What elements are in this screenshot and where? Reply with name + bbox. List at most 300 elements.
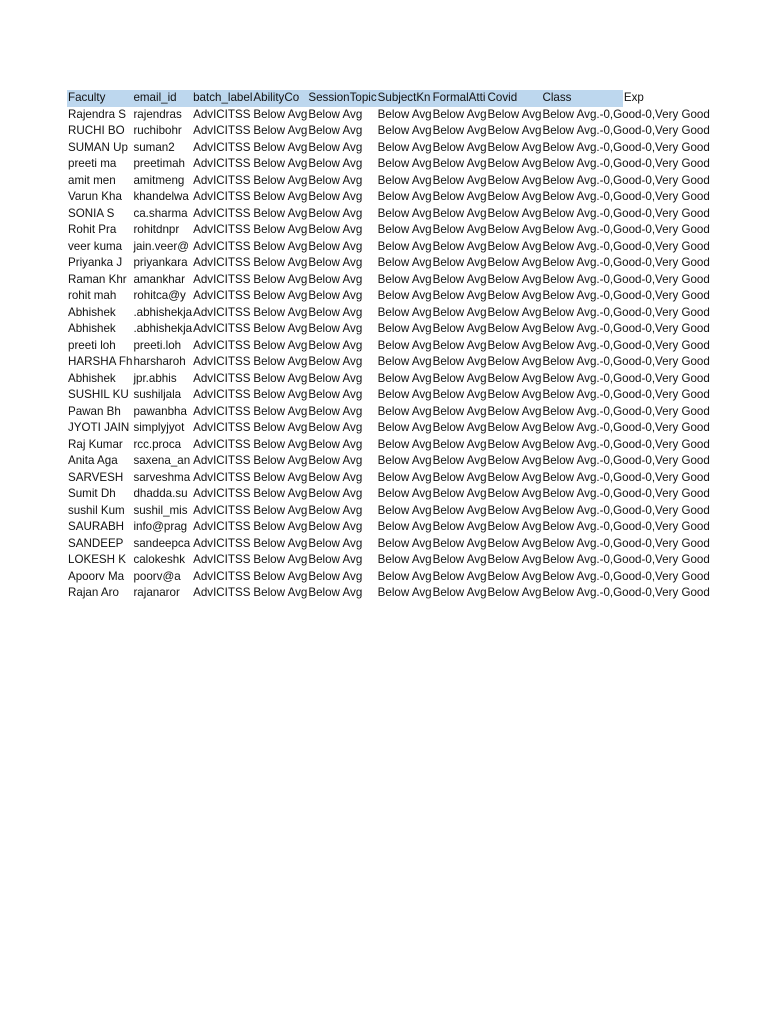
table-cell[interactable]: Below Avg [253, 107, 308, 121]
table-cell[interactable]: AdvICITSS [193, 437, 251, 451]
table-cell[interactable]: Priyanka J [68, 256, 123, 269]
table-cell[interactable]: Below Avg.-0,Good-0,Very Good [542, 371, 710, 385]
table-cell[interactable]: Below Avg.-0,Good-0,Very Good [542, 206, 710, 220]
table-cell[interactable]: AdvICITSS [193, 239, 251, 253]
table-cell[interactable]: Below Avg.-0,Good-0,Very Good [542, 553, 710, 566]
table-row [67, 140, 710, 157]
table-cell[interactable]: Abhishek [68, 322, 116, 335]
table-cell[interactable]: Rohit Pra [68, 223, 117, 236]
table-cell[interactable]: Below Avg [487, 338, 542, 352]
column-header[interactable]: SessionTopic [307, 90, 376, 107]
table-cell[interactable]: Below Avg [308, 388, 363, 401]
table-cell[interactable]: Below Avg [377, 470, 432, 484]
table-cell[interactable]: calokeshk [133, 553, 185, 566]
table-row [67, 272, 710, 289]
table-cell[interactable]: rohitdnpr [133, 223, 180, 236]
table-row [67, 503, 710, 520]
table-cell[interactable]: Anita Aga [68, 454, 118, 467]
table-cell[interactable]: Below Avg [432, 388, 487, 401]
table-row [67, 354, 710, 371]
table-row [67, 288, 710, 305]
table-cell[interactable]: AdvICITSS [193, 503, 251, 517]
table-cell[interactable]: Below Avg [487, 520, 542, 533]
table-cell[interactable]: Below Avg.-0,Good-0,Very Good [542, 586, 710, 599]
table-cell[interactable]: Below Avg [308, 553, 363, 566]
column-header[interactable]: batch_label [192, 90, 252, 107]
table-cell[interactable]: Below Avg [308, 206, 363, 220]
table-cell[interactable]: Below Avg.-0,Good-0,Very Good [542, 322, 710, 335]
table-cell[interactable]: Below Avg [308, 569, 363, 583]
table-cell[interactable]: Below Avg.-0,Good-0,Very Good [542, 272, 710, 286]
table-cell[interactable]: Below Avg [308, 140, 363, 154]
table-cell[interactable]: Below Avg [377, 305, 432, 319]
table-cell[interactable]: Below Avg [432, 355, 487, 368]
table-cell[interactable]: Below Avg [308, 487, 363, 500]
table-cell[interactable]: Below Avg [432, 124, 487, 137]
table-cell[interactable]: simplyjyot [133, 421, 185, 434]
table-cell[interactable]: Below Avg [253, 190, 308, 203]
table-cell[interactable]: AdvICITSS [193, 388, 251, 401]
table-cell[interactable]: Below Avg [432, 322, 487, 335]
table-row [67, 420, 710, 437]
table-cell[interactable]: AdvICITSS [193, 124, 251, 137]
table-cell[interactable]: Sumit Dh [68, 487, 116, 500]
table-cell[interactable]: AdvICITSS [193, 586, 251, 599]
table-row [67, 321, 710, 338]
table-cell[interactable]: SARVESH [68, 470, 124, 484]
table-cell[interactable]: Below Avg [432, 569, 487, 583]
table-cell[interactable]: Below Avg [432, 338, 487, 352]
table-cell[interactable]: veer kuma [68, 239, 123, 253]
table-cell[interactable]: Below Avg [377, 206, 432, 220]
table-cell[interactable]: rajanaror [133, 586, 180, 599]
table-cell[interactable]: Below Avg [253, 487, 308, 500]
table-cell[interactable]: Below Avg [487, 239, 542, 253]
table-cell[interactable]: AdvICITSS [193, 569, 251, 583]
table-cell[interactable]: preetimah [133, 157, 185, 170]
table-cell[interactable]: Below Avg [253, 553, 308, 566]
table-cell[interactable]: Below Avg [432, 421, 487, 434]
table-cell[interactable]: Below Avg [377, 437, 432, 451]
table-cell[interactable]: SUSHIL KU [68, 388, 129, 401]
table-cell[interactable]: Apoorv Ma [68, 569, 125, 583]
table-cell[interactable]: Below Avg [432, 553, 487, 566]
table-cell[interactable]: info@prag [133, 520, 188, 533]
table-cell[interactable]: sandeepca [133, 536, 191, 550]
table-cell[interactable]: Below Avg [253, 157, 308, 170]
table-cell[interactable]: Below Avg [487, 388, 542, 401]
table-cell[interactable]: Below Avg [308, 223, 363, 236]
table-cell[interactable]: Below Avg [377, 371, 432, 385]
table-row [67, 189, 710, 206]
table-cell[interactable]: Below Avg [377, 355, 432, 368]
table-cell[interactable]: Below Avg.-0,Good-0,Very Good [542, 157, 710, 170]
table-cell[interactable]: AdvICITSS [193, 272, 251, 286]
table-cell[interactable]: Below Avg [377, 239, 432, 253]
table-cell[interactable]: Below Avg [377, 586, 432, 599]
table-cell[interactable]: Below Avg.-0,Good-0,Very Good [542, 487, 710, 500]
table-cell[interactable]: Below Avg [487, 157, 542, 170]
table-cell[interactable]: Below Avg [487, 272, 542, 286]
table-cell[interactable]: Below Avg [487, 553, 542, 566]
column-header[interactable]: SubjectKn [377, 90, 432, 107]
table-cell[interactable]: Below Avg.-0,Good-0,Very Good [542, 536, 710, 550]
table-cell[interactable]: AdvICITSS [193, 157, 251, 170]
table-cell[interactable]: Below Avg [487, 289, 542, 302]
table-cell[interactable]: AdvICITSS [193, 404, 251, 418]
table-cell[interactable]: RUCHI BO [68, 124, 125, 137]
table-cell[interactable]: amankhar [133, 272, 185, 286]
table-cell[interactable]: Below Avg [377, 190, 432, 203]
table-cell[interactable]: Below Avg.-0,Good-0,Very Good [542, 305, 710, 319]
table-cell[interactable]: AdvICITSS [193, 454, 251, 467]
table-cell[interactable]: AdvICITSS [193, 536, 251, 550]
table-cell[interactable]: Below Avg [253, 586, 308, 599]
table-cell[interactable]: amitmeng [133, 173, 185, 187]
table-cell[interactable]: AdvICITSS [193, 355, 251, 368]
table-cell[interactable]: AdvICITSS [193, 173, 251, 187]
table-cell[interactable]: Below Avg [432, 487, 487, 500]
table-cell[interactable]: SONIA S [68, 206, 115, 220]
table-cell[interactable]: Below Avg.-0,Good-0,Very Good [542, 520, 710, 533]
table-cell[interactable]: Below Avg [487, 437, 542, 451]
table-cell[interactable]: Below Avg [253, 223, 308, 236]
table-cell[interactable]: Below Avg [487, 404, 542, 418]
table-cell[interactable]: SANDEEP [68, 536, 124, 550]
table-cell[interactable]: Below Avg [253, 338, 308, 352]
column-header[interactable]: Faculty [67, 90, 132, 107]
table-cell[interactable]: Raman Khr [68, 272, 127, 286]
table-row [67, 107, 710, 124]
table-cell[interactable]: Below Avg [377, 569, 432, 583]
table-row [67, 486, 710, 503]
table-cell[interactable]: Below Avg [432, 173, 487, 187]
table-cell[interactable]: Below Avg [308, 157, 363, 170]
table-cell[interactable]: Below Avg [487, 503, 542, 517]
table-cell[interactable]: AdvICITSS [193, 256, 251, 269]
table-cell[interactable]: Below Avg [377, 289, 432, 302]
table-cell[interactable]: Below Avg [308, 173, 363, 187]
table-cell[interactable]: Below Avg [253, 206, 308, 220]
table-cell[interactable]: AdvICITSS [193, 107, 251, 121]
table-cell[interactable]: Below Avg [308, 239, 363, 253]
table-cell[interactable]: Below Avg [308, 470, 363, 484]
table-cell[interactable]: Below Avg [487, 487, 542, 500]
table-cell[interactable]: Below Avg [432, 470, 487, 484]
table-cell[interactable]: Below Avg [253, 256, 308, 269]
table-cell[interactable]: Abhishek [68, 371, 116, 385]
table-cell[interactable]: Below Avg [253, 437, 308, 451]
table-cell[interactable]: Below Avg [487, 454, 542, 467]
table-cell[interactable]: ca.sharma [133, 206, 188, 220]
table-cell[interactable]: Below Avg [432, 371, 487, 385]
table-cell[interactable]: Below Avg [308, 272, 363, 286]
table-cell[interactable]: Below Avg [308, 305, 363, 319]
table-cell[interactable]: AdvICITSS [193, 223, 251, 236]
table-cell[interactable]: Below Avg [377, 140, 432, 154]
table-cell[interactable]: Below Avg [487, 421, 542, 434]
table-cell[interactable]: Below Avg [377, 520, 432, 533]
table-cell[interactable]: Below Avg [253, 520, 308, 533]
table-cell[interactable]: AdvICITSS [193, 206, 251, 220]
table-row [67, 437, 710, 454]
table-cell[interactable]: Below Avg [432, 503, 487, 517]
table-cell[interactable]: Below Avg [308, 355, 363, 368]
table-cell[interactable]: Below Avg [432, 520, 487, 533]
table-cell[interactable]: sushil_mis [133, 503, 188, 517]
table-cell[interactable]: Below Avg [377, 338, 432, 352]
table-cell[interactable]: Below Avg.-0,Good-0,Very Good [542, 256, 710, 269]
table-cell[interactable]: Below Avg [432, 157, 487, 170]
table-cell[interactable]: rcc.proca [133, 437, 182, 451]
table-cell[interactable]: Below Avg [432, 272, 487, 286]
table-cell[interactable]: jpr.abhis [133, 371, 177, 385]
table-cell[interactable]: Below Avg [377, 487, 432, 500]
table-cell[interactable]: sarveshma [133, 470, 191, 484]
table-cell[interactable]: Below Avg [253, 173, 308, 187]
table-cell[interactable]: Below Avg [377, 421, 432, 434]
table-cell[interactable]: Below Avg.-0,Good-0,Very Good [542, 437, 710, 451]
table-cell[interactable]: poorv@a [133, 569, 181, 583]
table-cell[interactable]: Below Avg [308, 536, 363, 550]
table-cell[interactable]: Below Avg [432, 140, 487, 154]
table-cell[interactable]: Below Avg [253, 124, 308, 137]
table-cell[interactable]: Below Avg [487, 355, 542, 368]
table-cell[interactable]: HARSHA Fh [68, 355, 133, 368]
table-cell[interactable]: rohitca@y [133, 289, 186, 302]
table-cell[interactable]: Rajendra S [68, 107, 127, 121]
table-cell[interactable]: priyankara [133, 256, 188, 269]
table-cell[interactable]: Below Avg [377, 272, 432, 286]
table-cell[interactable]: AdvICITSS [193, 470, 251, 484]
table-cell[interactable]: Below Avg [253, 388, 308, 401]
table-cell[interactable]: Below Avg.-0,Good-0,Very Good [542, 503, 710, 517]
table-cell[interactable]: suman2 [133, 140, 175, 154]
table-row [67, 255, 710, 272]
table-cell[interactable]: Below Avg.-0,Good-0,Very Good [542, 404, 710, 418]
table-cell[interactable]: Below Avg [432, 536, 487, 550]
table-cell[interactable]: Below Avg [253, 140, 308, 154]
table-cell[interactable]: Below Avg [253, 454, 308, 467]
table-cell[interactable]: harsharoh [133, 355, 186, 368]
table-cell[interactable]: AdvICITSS [193, 487, 251, 500]
table-cell[interactable]: Below Avg.-0,Good-0,Very Good [542, 470, 710, 484]
column-header[interactable]: Class [541, 90, 622, 107]
table-cell[interactable]: Below Avg [308, 289, 363, 302]
table-cell[interactable]: Below Avg.-0,Good-0,Very Good [542, 107, 710, 121]
table-cell[interactable]: Below Avg [377, 157, 432, 170]
table-row [67, 239, 710, 256]
table-cell[interactable]: sushil Kum [68, 503, 125, 517]
table-cell[interactable]: Below Avg [377, 404, 432, 418]
table-cell[interactable]: Below Avg [308, 190, 363, 203]
table-cell[interactable]: Below Avg [308, 421, 363, 434]
table-cell[interactable]: Below Avg [377, 223, 432, 236]
table-cell[interactable]: AdvICITSS [193, 421, 251, 434]
table-cell[interactable]: Below Avg [487, 190, 542, 203]
column-header[interactable]: Covid [487, 90, 542, 107]
table-cell[interactable]: Below Avg [432, 305, 487, 319]
table-cell[interactable]: Below Avg [308, 256, 363, 269]
table-cell[interactable]: Below Avg.-0,Good-0,Very Good [542, 454, 710, 467]
table-cell[interactable]: Below Avg [487, 569, 542, 583]
table-cell[interactable]: Below Avg.-0,Good-0,Very Good [542, 569, 710, 583]
table-cell[interactable]: Below Avg [308, 586, 363, 599]
table-row [67, 338, 710, 355]
table-cell[interactable]: Below Avg.-0,Good-0,Very Good [542, 289, 710, 302]
table-cell[interactable]: Below Avg [308, 322, 363, 335]
table-cell[interactable]: Below Avg [487, 470, 542, 484]
table-cell[interactable]: Below Avg [432, 454, 487, 467]
table-cell[interactable]: Below Avg [487, 371, 542, 385]
table-cell[interactable]: Below Avg.-0,Good-0,Very Good [542, 140, 710, 154]
table-cell[interactable]: Below Avg [308, 338, 363, 352]
table-cell[interactable]: Below Avg [308, 437, 363, 451]
table-cell[interactable]: rohit mah [68, 289, 117, 302]
table-cell[interactable]: AdvICITSS [193, 140, 251, 154]
table-cell[interactable]: Below Avg [432, 256, 487, 269]
table-cell[interactable]: AdvICITSS [193, 553, 251, 566]
table-cell[interactable]: khandelwa [133, 190, 189, 203]
table-cell[interactable]: Below Avg [487, 586, 542, 599]
table-cell[interactable]: Below Avg [377, 322, 432, 335]
table-cell[interactable]: Below Avg [253, 272, 308, 286]
table-cell[interactable]: SUMAN Up [68, 140, 128, 154]
table-cell[interactable]: AdvICITSS [193, 322, 251, 335]
table-cell[interactable]: AdvICITSS [193, 190, 251, 203]
table-cell[interactable]: Below Avg [377, 124, 432, 137]
column-header[interactable]: email_id [132, 90, 192, 107]
table-cell[interactable]: Below Avg.-0,Good-0,Very Good [542, 239, 710, 253]
table-cell[interactable]: amit men [68, 173, 116, 187]
table-cell[interactable]: Below Avg [253, 322, 308, 335]
table-row [67, 123, 710, 140]
table-cell[interactable]: Rajan Aro [68, 586, 119, 599]
table-cell[interactable]: Below Avg [377, 503, 432, 517]
table-cell[interactable]: Below Avg [487, 173, 542, 187]
table-cell[interactable]: SAURABH [68, 520, 125, 533]
table-cell[interactable]: AdvICITSS [193, 520, 251, 533]
table-cell[interactable]: Below Avg [253, 536, 308, 550]
table-cell[interactable]: Raj Kumar [68, 437, 123, 451]
table-cell[interactable]: LOKESH K [68, 553, 126, 566]
table-cell[interactable]: sushiljala [133, 388, 182, 401]
table-cell[interactable]: Below Avg [253, 371, 308, 385]
table-cell[interactable]: Pawan Bh [68, 404, 121, 418]
table-cell[interactable]: Below Avg [253, 289, 308, 302]
table-cell[interactable]: preeti loh [68, 338, 116, 352]
table-cell[interactable]: Below Avg.-0,Good-0,Very Good [542, 355, 710, 368]
table-row [67, 156, 710, 173]
table-cell[interactable]: Below Avg [432, 239, 487, 253]
table-cell[interactable]: Below Avg [432, 437, 487, 451]
table-cell[interactable]: Below Avg [432, 107, 487, 121]
spreadsheet [67, 90, 710, 602]
table-cell[interactable]: Below Avg.-0,Good-0,Very Good [542, 338, 710, 352]
table-cell[interactable]: Below Avg [487, 536, 542, 550]
table-cell[interactable]: Below Avg.-0,Good-0,Very Good [542, 421, 710, 434]
table-row [67, 470, 710, 487]
table-cell[interactable]: Below Avg [308, 107, 363, 121]
table-cell[interactable]: Below Avg [487, 256, 542, 269]
table-cell[interactable]: Below Avg [253, 305, 308, 319]
table-row [67, 404, 710, 421]
table-cell[interactable]: ruchibohr [133, 124, 182, 137]
table-cell[interactable]: Below Avg [487, 223, 542, 236]
table-cell[interactable]: Below Avg [308, 124, 363, 137]
table-cell[interactable]: Below Avg.-0,Good-0,Very Good [542, 190, 710, 203]
table-cell[interactable]: Below Avg [377, 388, 432, 401]
table-cell[interactable]: saxena_an [133, 454, 191, 467]
table-cell[interactable]: Below Avg.-0,Good-0,Very Good [542, 223, 710, 236]
table-cell[interactable]: Below Avg [377, 173, 432, 187]
table-cell[interactable]: AdvICITSS [193, 338, 251, 352]
table-cell[interactable]: JYOTI JAIN [68, 421, 130, 434]
table-cell[interactable]: Below Avg.-0,Good-0,Very Good [542, 173, 710, 187]
table-cell[interactable]: Below Avg [253, 421, 308, 434]
table-cell[interactable]: Below Avg [253, 569, 308, 583]
table-row [67, 305, 710, 322]
table-cell[interactable]: preeti.loh [133, 338, 182, 352]
table-cell[interactable]: Below Avg.-0,Good-0,Very Good [542, 388, 710, 401]
table-cell[interactable]: AdvICITSS [193, 289, 251, 302]
table-cell[interactable]: Below Avg [487, 124, 542, 137]
table-cell[interactable]: preeti ma [68, 157, 117, 170]
table-cell[interactable]: Varun Kha [68, 190, 122, 203]
table-cell[interactable]: pawanbha [133, 404, 187, 418]
column-header[interactable]: AbilityCo [252, 90, 307, 107]
table-cell[interactable]: Below Avg [432, 190, 487, 203]
table-cell[interactable]: Below Avg [487, 206, 542, 220]
table-cell[interactable]: Below Avg [432, 206, 487, 220]
table-cell[interactable]: Below Avg [432, 586, 487, 599]
table-cell[interactable]: Below Avg [432, 223, 487, 236]
table-cell[interactable]: Below Avg [253, 404, 308, 418]
table-cell[interactable]: Below Avg [377, 553, 432, 566]
column-header[interactable]: Exp [623, 91, 644, 104]
table-cell[interactable]: jain.veer@ [133, 239, 190, 253]
table-cell[interactable]: Below Avg [308, 371, 363, 385]
table-cell[interactable]: Below Avg [377, 107, 432, 121]
table-cell[interactable]: AdvICITSS [193, 305, 251, 319]
table-cell[interactable]: Abhishek [68, 305, 116, 319]
table-cell[interactable]: Below Avg [432, 404, 487, 418]
table-cell[interactable]: Below Avg.-0,Good-0,Very Good [542, 124, 710, 137]
table-cell[interactable]: Below Avg [308, 454, 363, 467]
table-cell[interactable]: .abhishekja [133, 305, 193, 319]
table-cell[interactable]: Below Avg [308, 520, 363, 533]
table-cell[interactable]: rajendras [133, 107, 182, 121]
table-cell[interactable]: Below Avg [253, 503, 308, 517]
table-cell[interactable]: Below Avg [308, 404, 363, 418]
table-cell[interactable]: Below Avg [487, 305, 542, 319]
table-cell[interactable]: AdvICITSS [193, 371, 251, 385]
table-cell[interactable]: Below Avg [253, 355, 308, 368]
table-cell[interactable]: Below Avg [253, 470, 308, 484]
table-cell[interactable]: Below Avg [308, 503, 363, 517]
table-cell[interactable]: Below Avg [487, 140, 542, 154]
table-cell[interactable]: Below Avg [487, 107, 542, 121]
table-cell[interactable]: .abhishekja [133, 322, 193, 335]
table-cell[interactable]: Below Avg [377, 256, 432, 269]
column-header[interactable]: FormalAtti [432, 90, 487, 107]
table-cell[interactable]: Below Avg [432, 289, 487, 302]
table-cell[interactable]: Below Avg [487, 322, 542, 335]
table-cell[interactable]: Below Avg [377, 536, 432, 550]
table-cell[interactable]: dhadda.su [133, 487, 188, 500]
table-cell[interactable]: Below Avg [377, 454, 432, 467]
table-cell[interactable]: Below Avg [253, 239, 308, 253]
